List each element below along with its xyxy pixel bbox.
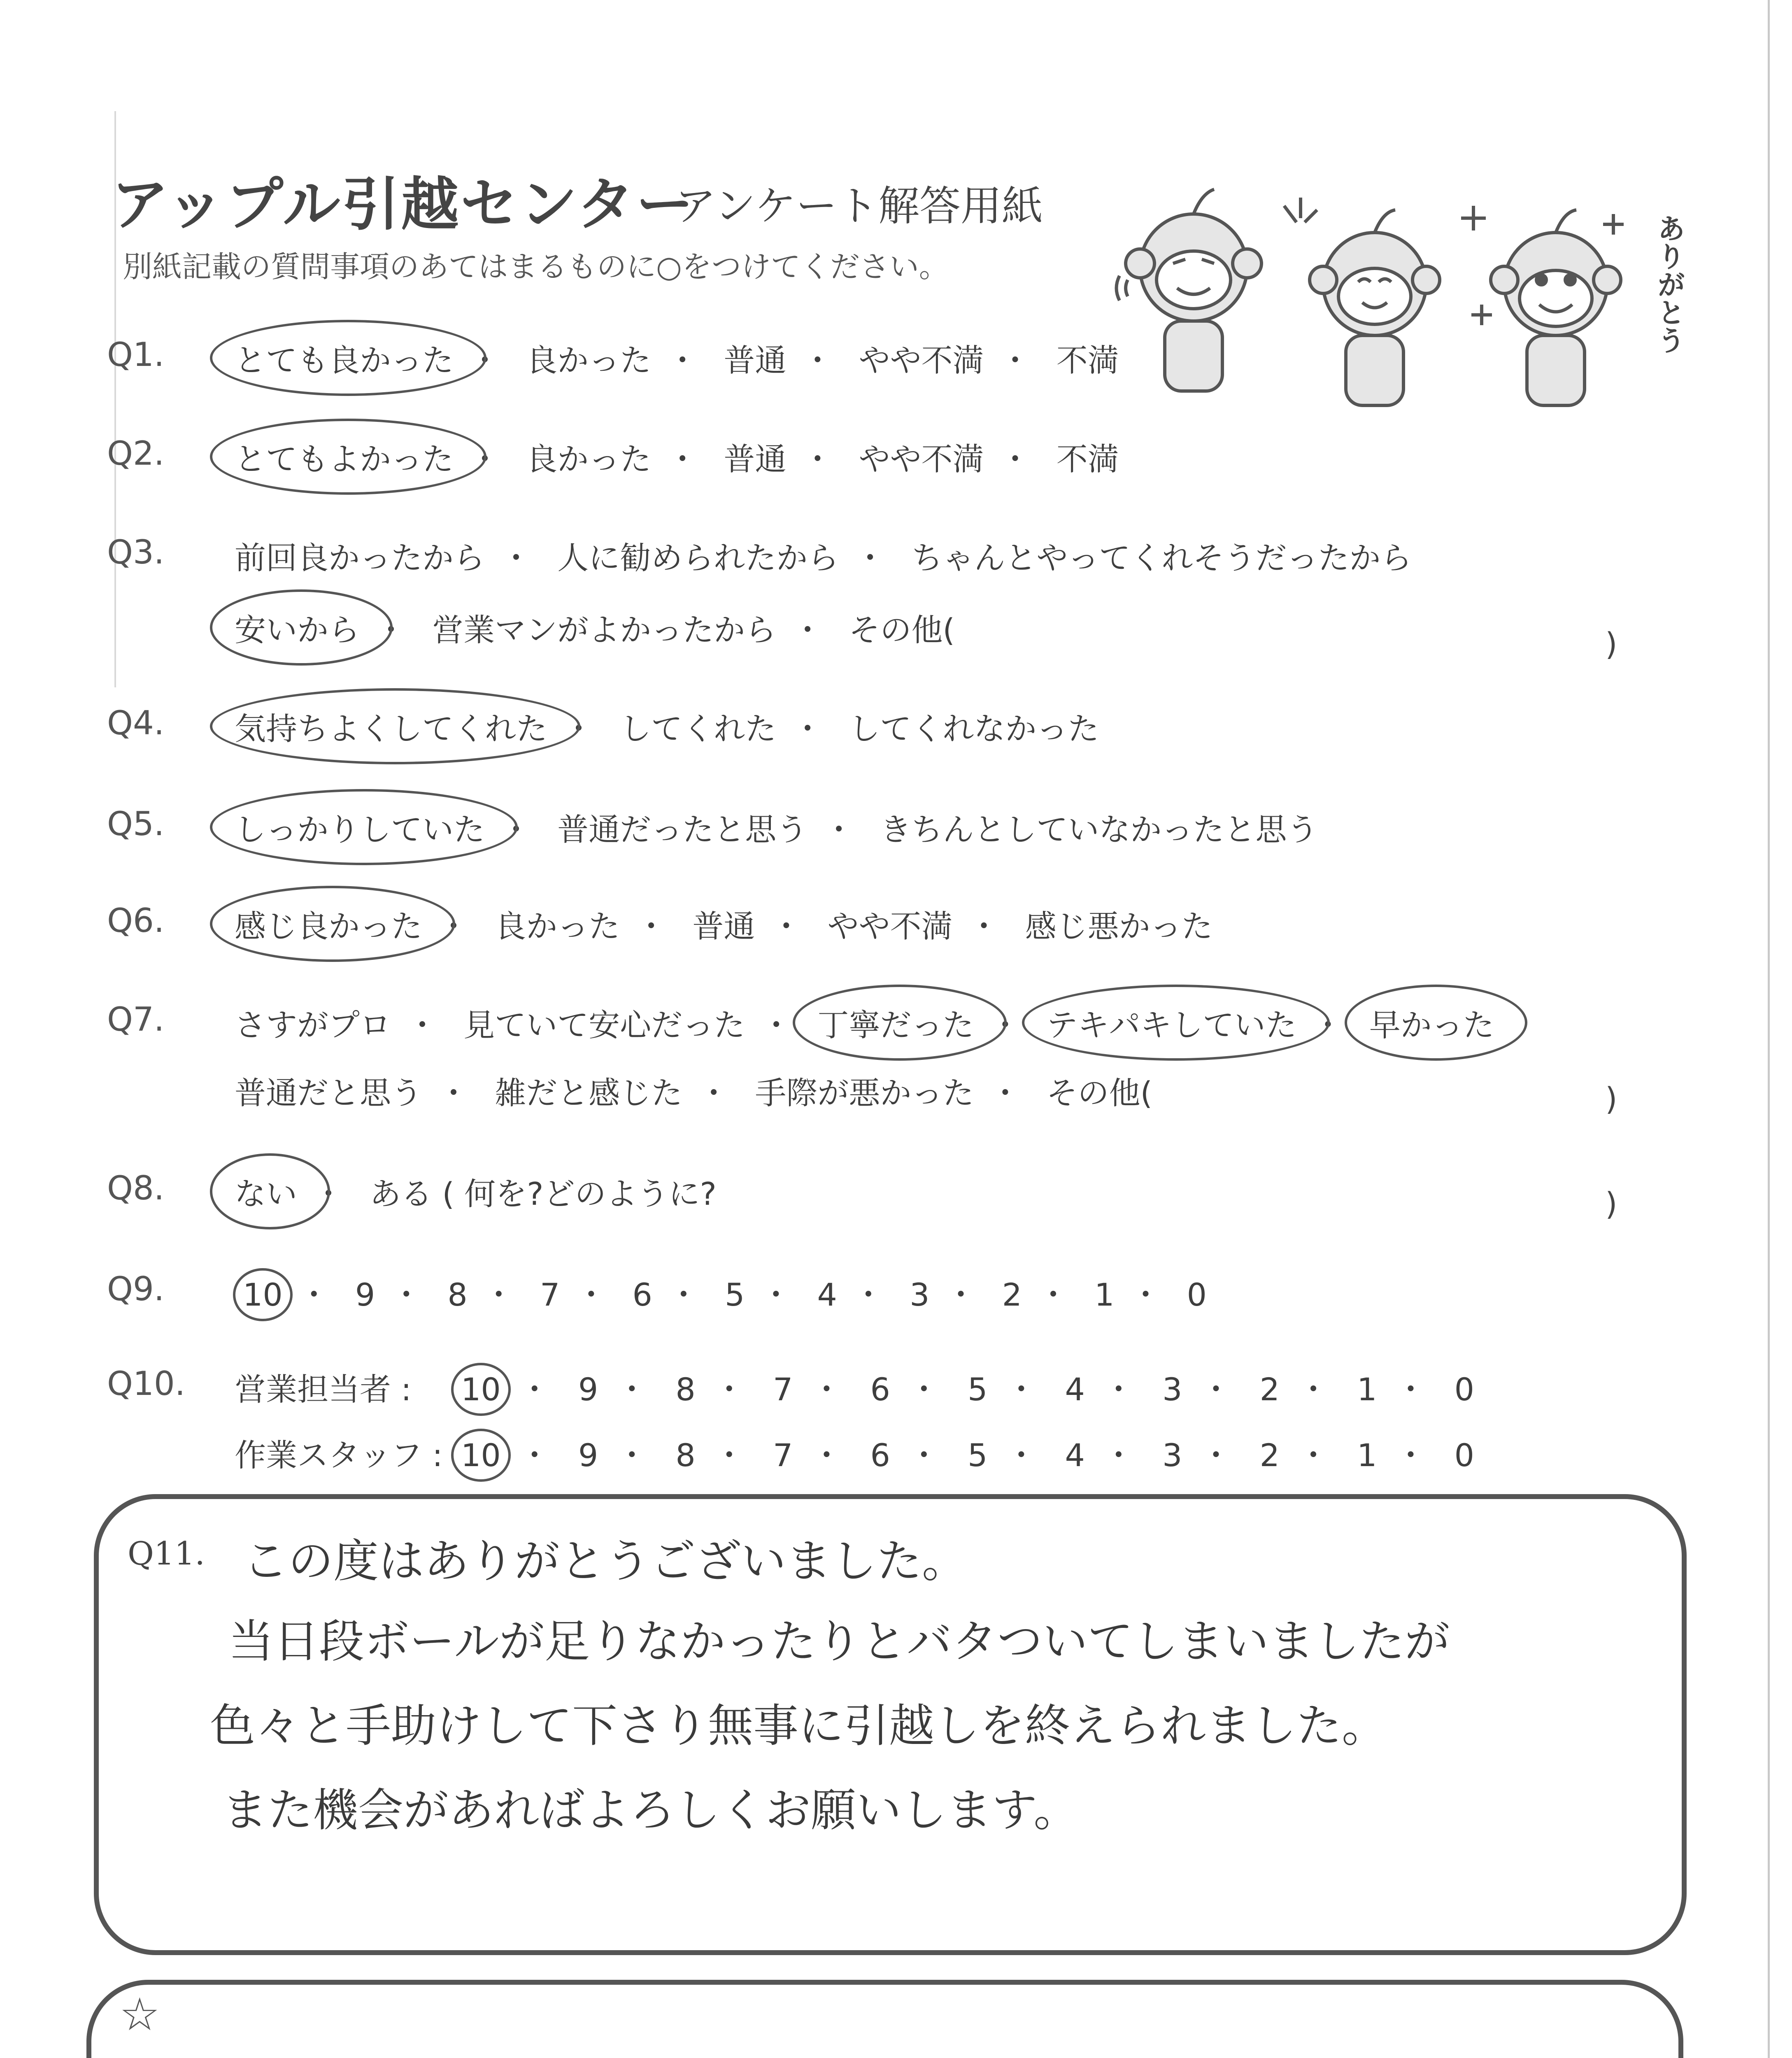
q9-score-2[interactable]: 2 <box>1002 1276 1022 1313</box>
q9-score-4[interactable]: 4 <box>817 1276 837 1313</box>
form-subtitle: アンケート解答用紙 <box>675 182 1043 230</box>
q10-sales-score-7[interactable]: 7 <box>773 1371 793 1408</box>
q10-staff-score-4[interactable]: 4 <box>1065 1437 1085 1474</box>
q7-option-normal[interactable]: 普通だと思う <box>235 1075 422 1111</box>
question-number: Q10. <box>107 1364 186 1403</box>
q3-option-other[interactable]: その他( <box>849 612 955 648</box>
q10-sales-score-8[interactable]: 8 <box>675 1371 696 1408</box>
q10-sales-score-4[interactable]: 4 <box>1065 1371 1085 1408</box>
question-number: Q2. <box>107 434 165 473</box>
q3-option-recommended[interactable]: 人に勧められたから <box>557 540 839 576</box>
q2-option-slightly-dissatisfied[interactable]: やや不満 <box>859 441 984 477</box>
mascot-caption: ありがとう <box>1652 214 1685 354</box>
q6-option-normal[interactable]: 普通 <box>692 908 755 945</box>
question-q3: Q3. 前回良かったから ・ 人に勧められたから ・ ちゃんとやってくれそうだったから <box>0 533 1792 582</box>
q10-staff-score-7[interactable]: 7 <box>773 1437 793 1474</box>
form-title: アップル引越センター <box>111 171 696 238</box>
q4-option-very-pleasant[interactable]: 気持ちよくしてくれた <box>235 704 547 749</box>
q7-option-pro[interactable]: さすがプロ <box>235 1007 391 1043</box>
q8-option-some[interactable]: ある ( 何を?どのように? <box>370 1176 717 1212</box>
question-q4: Q4. 気持ちよくしてくれた ・ してくれた ・ してくれなかった <box>0 704 1792 753</box>
q11-comment-line-3: 色々と手助けして下さり無事に引越しを終えられました。 <box>210 1699 1387 1752</box>
q1-option-slightly-dissatisfied[interactable]: やや不満 <box>859 342 984 379</box>
q1-option-very-good[interactable]: とても良かった <box>235 335 454 380</box>
q2-option-normal[interactable]: 普通 <box>724 441 787 477</box>
question-q10-sales: Q10. 営業担当者 : 10 ・ 9 ・ 8 ・ 7 ・ 6 ・ 5 ・ 4 ・ 3 ・ 2 ・ 1 ・ 0 <box>0 1364 1792 1414</box>
question-number: Q9. <box>107 1270 165 1308</box>
q3-option-salesman-good[interactable]: 営業マンがよかったから <box>432 612 777 648</box>
q8-paren-close: ) <box>1605 1185 1617 1222</box>
q2-option-good[interactable]: 良かった <box>526 441 652 477</box>
q10-sales-score-2[interactable]: 2 <box>1259 1371 1280 1408</box>
question-number: Q6. <box>107 901 165 940</box>
q4-option-did-not[interactable]: してくれなかった <box>849 710 1099 747</box>
q3-paren-close: ) <box>1605 626 1617 662</box>
q9-score-6[interactable]: 6 <box>632 1276 652 1313</box>
q1-option-dissatisfied[interactable]: 不満 <box>1056 342 1119 379</box>
question-q7: Q7. さすがプロ ・ 見ていて安心だった ・ 丁寧だった ・ テキパキしていた ・ 早かった <box>0 1000 1792 1050</box>
q6-option-good[interactable]: 良かった <box>495 908 620 945</box>
q10-staff-score-3[interactable]: 3 <box>1162 1437 1182 1474</box>
q9-score-1[interactable]: 1 <box>1094 1276 1115 1313</box>
q11-comment-line-4: また機会があればよろしくお願いします。 <box>222 1784 1079 1837</box>
q9-score-10[interactable]: 10 <box>243 1276 283 1313</box>
q6-option-unpleasant[interactable]: 感じ悪かった <box>1025 908 1213 945</box>
question-q1: Q1. とても良かった ・ 良かった ・ 普通 ・ やや不満 ・ 不満 <box>0 335 1792 385</box>
q9-score-0[interactable]: 0 <box>1187 1276 1207 1313</box>
q10-staff-score-6[interactable]: 6 <box>870 1437 890 1474</box>
q7-option-sloppy[interactable]: 雑だと感じた <box>495 1075 683 1111</box>
q10-staff-score-10[interactable]: 10 <box>461 1437 501 1474</box>
q10-sales-score-5[interactable]: 5 <box>968 1371 988 1408</box>
q8-option-none[interactable]: ない <box>235 1169 297 1214</box>
q10-sales-score-9[interactable]: 9 <box>578 1371 598 1408</box>
q5-option-not-proper[interactable]: きちんとしていなかったと思う <box>880 811 1318 848</box>
q11-comment-line-1: この度はありがとうございました。 <box>243 1535 967 1588</box>
q1-option-good[interactable]: 良かった <box>526 342 652 379</box>
q7-option-other[interactable]: その他( <box>1046 1075 1153 1111</box>
question-number: Q7. <box>107 1000 165 1038</box>
q7-option-reassuring[interactable]: 見ていて安心だった <box>463 1007 745 1043</box>
question-number: Q3. <box>107 533 165 571</box>
q5-option-normal[interactable]: 普通だったと思う <box>557 811 808 848</box>
q9-score-3[interactable]: 3 <box>910 1276 930 1313</box>
q10-staff-score-5[interactable]: 5 <box>968 1437 988 1474</box>
q10-sales-score-10[interactable]: 10 <box>461 1371 501 1408</box>
q5-option-solid[interactable]: しっかりしていた <box>235 805 485 850</box>
q2-option-very-good[interactable]: とてもよかった <box>235 434 454 479</box>
question-number: Q8. <box>107 1169 165 1207</box>
question-q10-staff: 作業スタッフ : 10 ・ 9 ・ 8 ・ 7 ・ 6 ・ 5 ・ 4 ・ 3 ・ 2 ・ 1 ・ 0 <box>0 1430 1792 1480</box>
q10-staff-score-9[interactable]: 9 <box>578 1437 598 1474</box>
q10-staff-label: 作業スタッフ : <box>235 1437 443 1474</box>
star-icon: ☆ <box>119 1988 160 2041</box>
form-instructions: 別紙記載の質問事項のあてはまるものに○をつけてください。 <box>123 249 949 284</box>
q7-option-clumsy[interactable]: 手際が悪かった <box>755 1075 974 1111</box>
q10-sales-score-6[interactable]: 6 <box>870 1371 890 1408</box>
q10-sales-label: 営業担当者 : <box>235 1371 412 1408</box>
question-q8: Q8. ない ・ ある ( 何を?どのように? ) <box>107 1169 1617 1222</box>
q7-option-polite[interactable]: 丁寧だった <box>817 1000 974 1045</box>
q6-option-pleasant[interactable]: 感じ良かった <box>235 901 422 946</box>
q3-option-reliable[interactable]: ちゃんとやってくれそうだったから <box>911 540 1412 576</box>
q10-sales-score-0[interactable]: 0 <box>1454 1371 1475 1408</box>
question-q5: Q5. しっかりしていた ・ 普通だったと思う ・ きちんとしていなかったと思う <box>0 805 1792 854</box>
question-q7-line2: 普通だと思う ・ 雑だと感じた ・ 手際が悪かった ・ その他( ) <box>0 1068 1792 1117</box>
q10-staff-score-2[interactable]: 2 <box>1259 1437 1280 1474</box>
q6-option-slightly-dissatisfied[interactable]: やや不満 <box>827 908 953 945</box>
q3-option-previous-good[interactable]: 前回良かったから <box>235 540 485 576</box>
q7-option-efficient[interactable]: テキパキしていた <box>1047 1000 1297 1045</box>
q9-score-7[interactable]: 7 <box>540 1276 560 1313</box>
q9-score-9[interactable]: 9 <box>355 1276 375 1313</box>
question-q9: Q9. 10 ・ 9 ・ 8 ・ 7 ・ 6 ・ 5 ・ 4 ・ 3 ・ 2 ・ 1 ・ 0 <box>107 1270 1207 1313</box>
q10-staff-score-8[interactable]: 8 <box>675 1437 696 1474</box>
question-number: Q4. <box>107 704 165 742</box>
q1-option-normal[interactable]: 普通 <box>724 342 787 379</box>
q10-sales-score-1[interactable]: 1 <box>1357 1371 1377 1408</box>
question-q2: Q2. とてもよかった ・ 良かった ・ 普通 ・ やや不満 ・ 不満 <box>0 434 1792 484</box>
question-number: Q5. <box>107 805 165 843</box>
q11-comment-line-2: 当日段ボールが足りなかったりとバタついてしまいましたが <box>228 1615 1450 1668</box>
q9-score-8[interactable]: 8 <box>447 1276 468 1313</box>
q4-option-did[interactable]: してくれた <box>620 710 777 747</box>
q10-staff-score-0[interactable]: 0 <box>1454 1437 1475 1474</box>
q2-option-dissatisfied[interactable]: 不満 <box>1056 441 1119 477</box>
extra-comment-box[interactable] <box>86 1980 1683 2058</box>
question-number: Q1. <box>107 335 165 374</box>
q11-label: Q11. <box>128 1535 205 1572</box>
q10-staff-score-1[interactable]: 1 <box>1357 1437 1377 1474</box>
q3-option-cheap[interactable]: 安いから <box>235 605 360 650</box>
question-q6: Q6. 感じ良かった ・ 良かった ・ 普通 ・ やや不満 ・ 感じ悪かった <box>0 901 1792 951</box>
q10-sales-score-3[interactable]: 3 <box>1162 1371 1182 1408</box>
question-q3-line2: 安いから ・ 営業マンがよかったから ・ その他( ) <box>0 605 1792 654</box>
q7-option-fast[interactable]: 早かった <box>1369 1000 1494 1045</box>
q7-paren-close: ) <box>1605 1080 1617 1117</box>
q9-score-5[interactable]: 5 <box>725 1276 745 1313</box>
